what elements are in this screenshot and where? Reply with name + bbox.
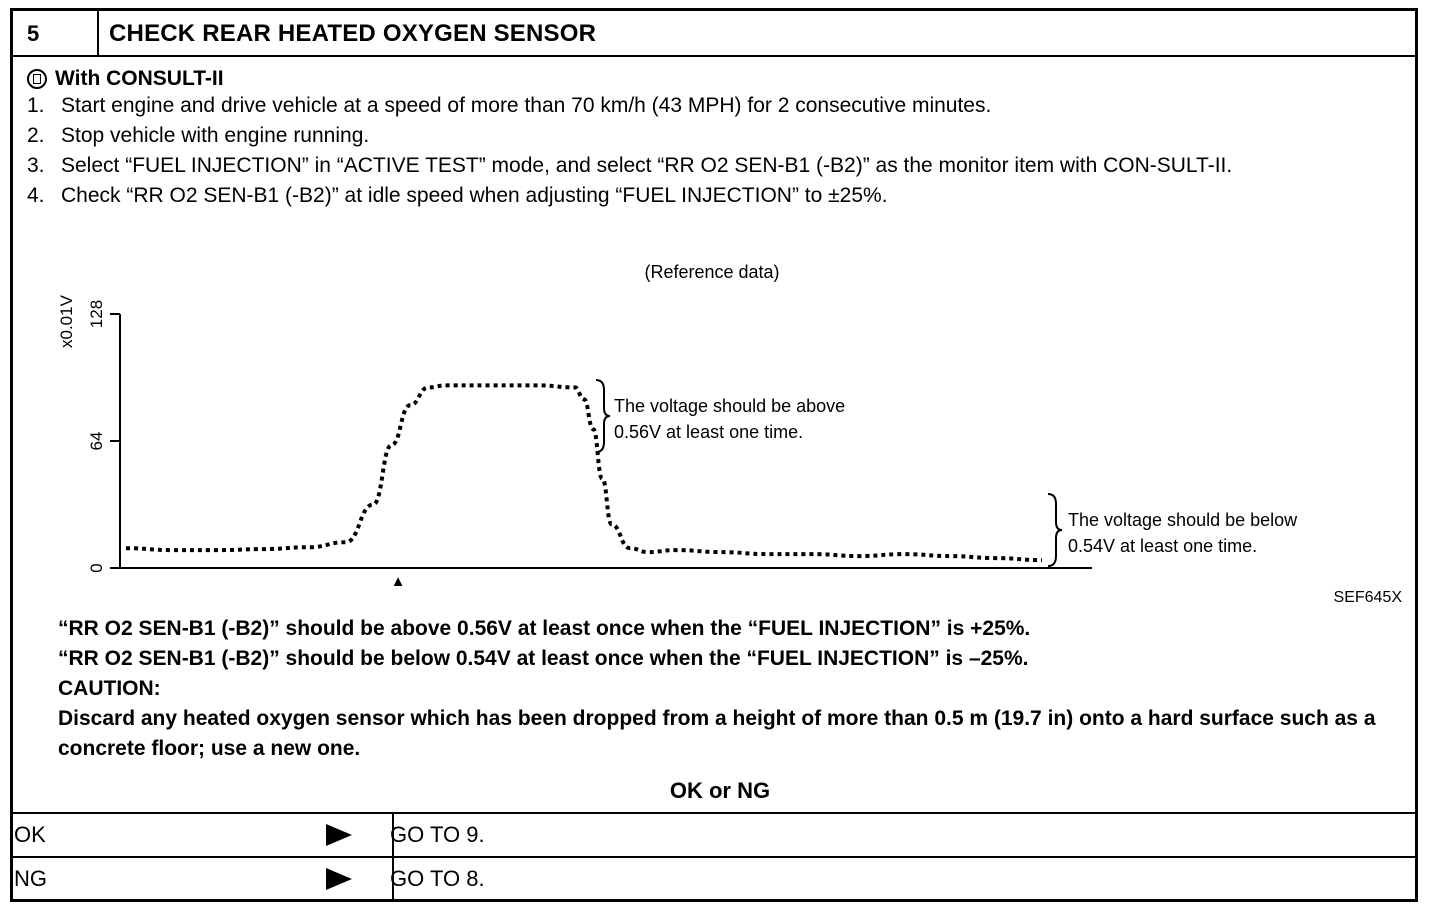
event-marker: ▲ [390, 573, 406, 590]
note-line-above: “RR O2 SEN-B1 (-B2)” should be above 0.56V at least once when the “FUEL INJECTION” is +25%. [58, 617, 1031, 640]
step-num: 1. [27, 94, 45, 117]
outcome-ok-goto: GO TO 9. [390, 822, 485, 847]
note-line-below: “RR O2 SEN-B1 (-B2)” should be below 0.54V at least once when the “FUEL INJECTION” is –25%. [58, 647, 1029, 670]
annotation-high-line1: The voltage should be above [614, 396, 846, 416]
annotation-brace-high [596, 380, 610, 452]
outcome-rule-mid [10, 856, 1418, 858]
arrow-right-icon [326, 824, 352, 846]
outcome-rule-top [10, 812, 1418, 814]
step-text: Start engine and drive vehicle at a speed of more than 70 km/h (43 MPH) for 2 consecutive minutes. [61, 94, 992, 117]
step-number: 5 [27, 21, 40, 46]
list-item [27, 151, 1407, 181]
step-text: Check “RR O2 SEN-B1 (-B2)” at idle speed when adjusting “FUEL INJECTION” to ±25%. [61, 184, 888, 207]
list-item [27, 91, 1407, 121]
y-tick-label: 128 [87, 299, 106, 329]
reference-chart [50, 258, 1410, 610]
result-notes [58, 614, 1398, 764]
step-text: Select “FUEL INJECTION” in “ACTIVE TEST” mode, and select “RR O2 SEN-B1 (-B2)” as the monitor item with CON-SULT-II. [61, 154, 1233, 177]
result-question: OK or NG [669, 778, 771, 803]
consult-heading [27, 67, 224, 91]
step-text: Stop vehicle with engine running. [61, 124, 370, 147]
arrow-right-icon [326, 868, 352, 890]
list-item [27, 181, 1407, 211]
annotation-low-line1: The voltage should be below [1068, 510, 1298, 530]
chart-svg [50, 258, 1410, 610]
figure-id: SEF645X [1333, 589, 1402, 606]
step-title: CHECK REAR HEATED OXYGEN SENSOR [109, 20, 597, 47]
list-item [27, 121, 1407, 151]
consult-tool-icon [27, 69, 47, 89]
y-axis-label: x0.01V [57, 295, 76, 348]
outcome-ng-label: NG [14, 866, 47, 891]
step-list [27, 91, 1407, 211]
y-tick-label: 64 [87, 431, 106, 451]
header-rule [13, 55, 1415, 57]
annotation-low-line2: 0.54V at least one time. [1068, 536, 1258, 556]
caution-text: Discard any heated oxygen sensor which has been dropped from a height of more than 0.5 m (19.7 in) onto a hard surface such as a concrete floor; use a new one. [58, 707, 1376, 760]
outcome-ok-label: OK [14, 822, 46, 847]
header-divider [97, 11, 99, 55]
series-line [126, 385, 1042, 560]
outcome-ng-goto: GO TO 8. [390, 866, 485, 891]
step-num: 3. [27, 154, 45, 177]
consult-label: With CONSULT-II [55, 67, 224, 90]
step-num: 2. [27, 124, 45, 147]
chart-title: (Reference data) [644, 262, 780, 282]
step-num: 4. [27, 184, 45, 207]
caution-title: CAUTION: [58, 677, 161, 700]
annotation-brace-low [1048, 494, 1062, 566]
annotation-high-line2: 0.56V at least one time. [614, 422, 804, 442]
y-tick-label: 0 [87, 563, 106, 573]
